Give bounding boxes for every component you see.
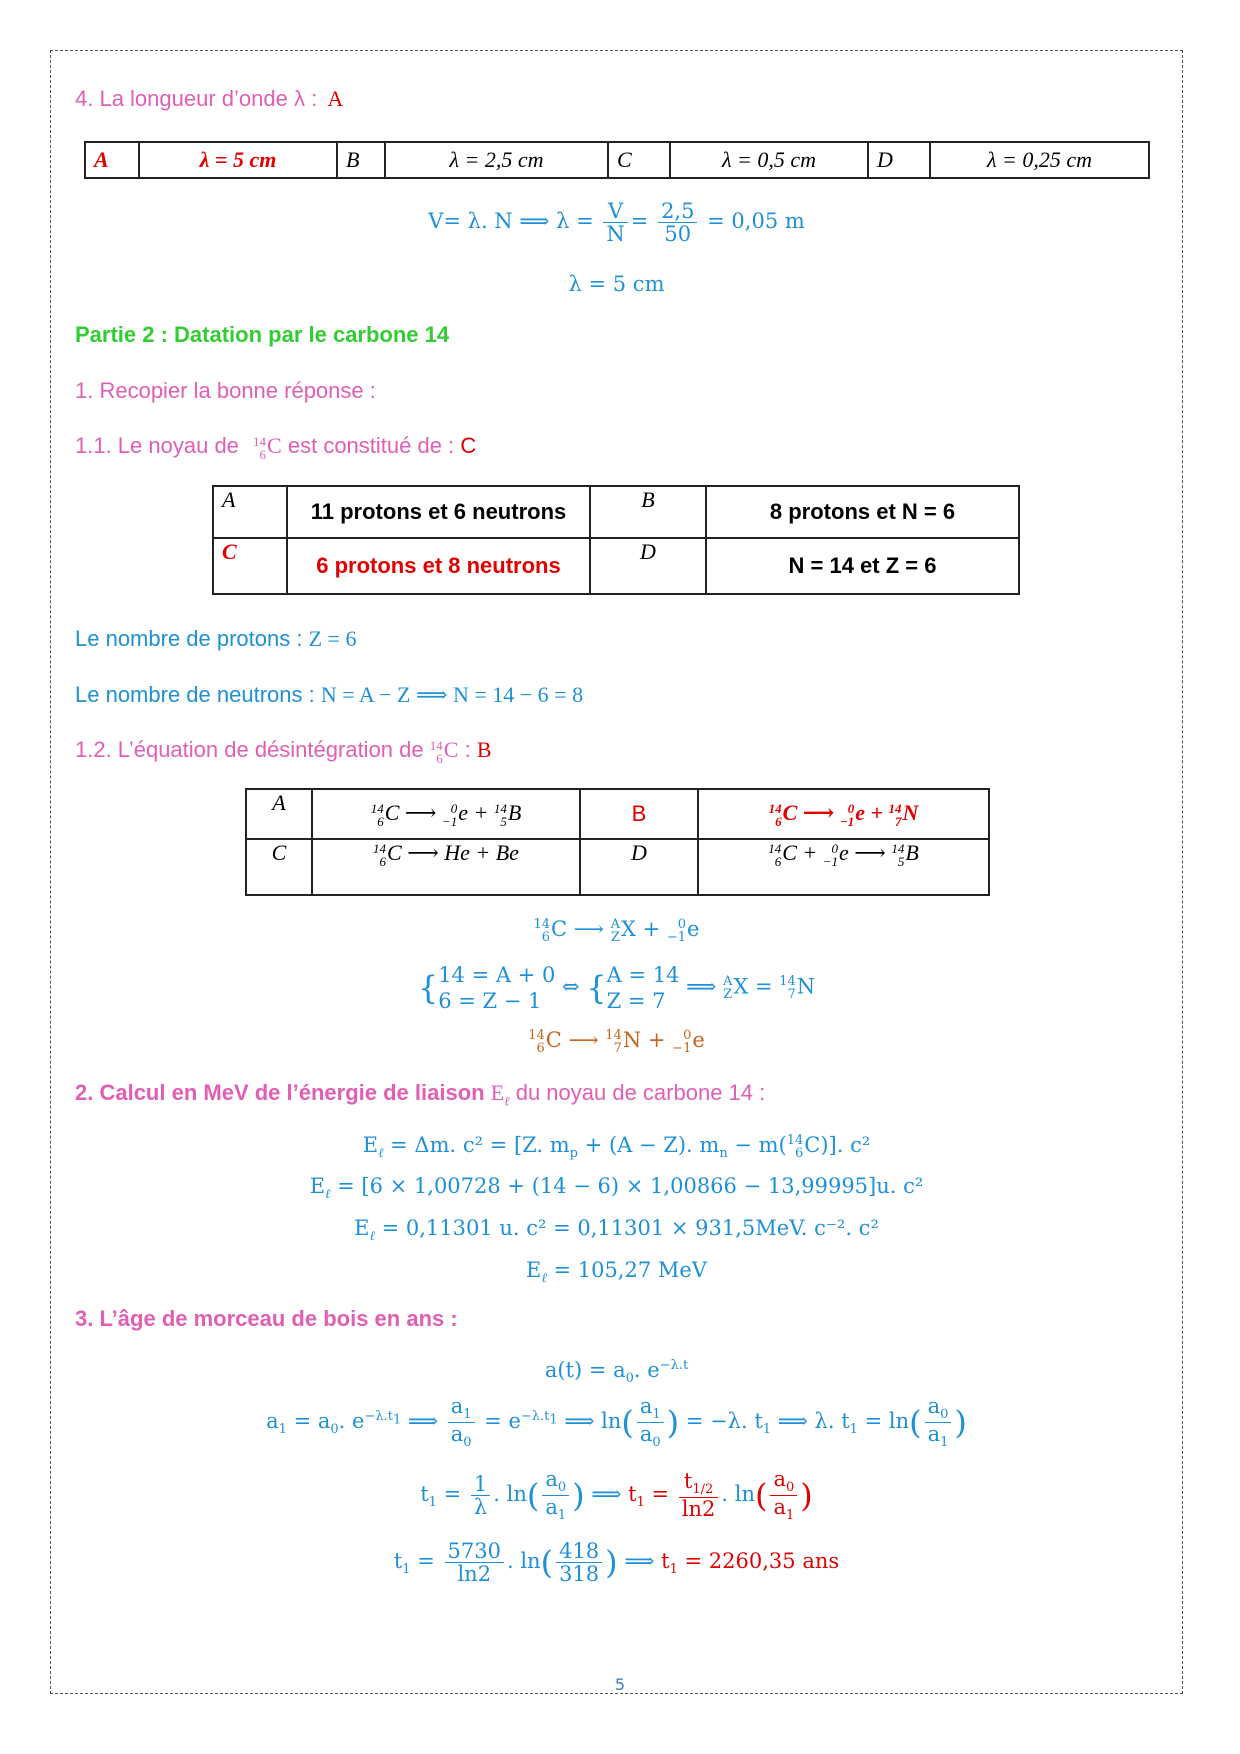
- q4-option-letter: D: [868, 142, 930, 178]
- q4-option-value: λ = 5 cm: [139, 142, 337, 178]
- q1-title: 1. Recopier la bonne réponse :: [75, 378, 376, 403]
- q4-option-value: λ = 0,5 cm: [670, 142, 868, 178]
- energy-numeric: $E_\ell = [6 \times 1,00728 + (14 - 6) \times 1,00866 - 13,99995]u$. c²: [309, 1174, 924, 1203]
- q11-option-value: 8 protons et N = 6: [706, 486, 1019, 538]
- q4-result: λ = 5 cm: [568, 272, 665, 296]
- protons-line: Le nombre de protons : Z = 6: [75, 626, 357, 651]
- age-result: $t_1$ = $\frac{5730}{\ln 2}$ . ln( $\frac{418}{318}$ ) ⟹ $t_1 = 2260,35$ ans: [393, 1539, 840, 1587]
- decay-final-equation: 14 6 C ⟶ 14 7 N + 0 −1 e: [528, 1027, 705, 1056]
- q12-option-letter: C: [246, 839, 312, 895]
- q4-calculation: V= λ. N ⟹ λ = $\frac{V}{N}$ = $\frac{2,5}{50}$ = 0,05 m: [428, 199, 805, 247]
- q12-options-table: [245, 788, 990, 896]
- q12-title: 1.2. L’équation de désintégration de 14 6 C : B: [75, 737, 492, 766]
- q2-title: 2. Calcul en MeV de l’énergie de liaison $E_\ell$ du noyau de carbone 14 :: [75, 1080, 766, 1109]
- q4-option-letter: A: [85, 142, 139, 178]
- energy-formula: $E_\ell = \Delta m$. c² = [Z. $m_p + (A - Z)$. $m_n - m(14$ 6 C)]. c²: [362, 1132, 871, 1162]
- activity-law: $a(t) = a_0$. $e^{-\lambda.t}$: [544, 1358, 689, 1387]
- q11-option-value: 11 protons et 6 neutrons: [287, 486, 590, 538]
- q12-answer: B: [476, 737, 492, 762]
- q11-option-value: N = 14 et Z = 6: [706, 538, 1019, 594]
- q12-option-a-equation: 14 6 C ⟶ 0 −1 e + 14 5 B: [312, 789, 580, 839]
- partie2-title: Partie 2 : Datation par le carbone 14: [75, 322, 450, 347]
- activity-derivation: $a_1 = a_0$. $e^{-\lambda.t_1}$ ⟹ $\frac{a_1}{a_0}$ = $e^{-\lambda.t_1}$ ⟹ ln( $\frac{a_1}{a_0}$ ) = −λ. $t_1$ ⟹ λ. $t_1 = \ln$( $\frac{a_0}{a_1}$ ): [266, 1394, 967, 1451]
- q4-option-letter: B: [337, 142, 385, 178]
- q11-option-letter: B: [590, 486, 706, 538]
- q11-answer: C: [460, 433, 477, 458]
- q4-option-value: λ = 0,25 cm: [930, 142, 1149, 178]
- q12-option-b-equation: 14 6 C ⟶ 0 −1 e + 14 7 N: [698, 789, 989, 839]
- q11-option-value: 6 protons et 8 neutrons: [287, 538, 590, 594]
- q4-answer: A: [327, 86, 344, 111]
- q4-title: 4. La longueur d’onde λ : A: [75, 86, 344, 111]
- q12-option-c-equation: 14 6 C ⟶ He + Be: [312, 839, 580, 895]
- q4-options-table: [84, 141, 1150, 179]
- q12-option-letter: B: [580, 789, 698, 839]
- q4-option-value: λ = 2,5 cm: [385, 142, 608, 178]
- energy-result: $E_\ell = 105,27$ MeV: [526, 1258, 707, 1287]
- q12-option-letter: D: [580, 839, 698, 895]
- q11-options-table: [212, 485, 1020, 595]
- age-formula: $t_1$ = $\frac{1}{\lambda}$ . ln( $\frac{a_0}{a_1}$ ) ⟹ $t_1$ = $\frac{t_{1/2}}{\ln 2}$ . ln( $\frac{a_0}{a_1}$ ): [420, 1467, 813, 1524]
- decay-general-equation: 14 6 C ⟶ A Z X + 0 −1 e: [533, 916, 700, 945]
- page-number: 5: [614, 1675, 626, 1694]
- q4-option-letter: C: [608, 142, 670, 178]
- conservation-system: {14 = A + 0 6 = Z − 1 ⇔ {A = 14 Z = 7 ⟹ A Z X = 14 7 N: [417, 963, 816, 1013]
- q11-option-letter: D: [590, 538, 706, 594]
- q11-option-letter: C: [213, 538, 287, 594]
- energy-conversion: $E_\ell = 0,11301$ u. c² = 0,11301 × 931,5MeV. c⁻². c²: [354, 1216, 879, 1245]
- q11-option-letter: A: [213, 486, 287, 538]
- q12-option-d-equation: 14 6 C + 0 −1 e ⟶ 14 5 B: [698, 839, 989, 895]
- q12-option-letter: A: [246, 789, 312, 839]
- neutrons-line: Le nombre de neutrons : N = A − Z ⟹ N = 14 − 6 = 8: [75, 682, 584, 707]
- q3-title: 3. L’âge de morceau de bois en ans :: [75, 1306, 458, 1331]
- q11-title: 1.1. Le noyau de 14 6 C est constitué de : C: [75, 433, 477, 462]
